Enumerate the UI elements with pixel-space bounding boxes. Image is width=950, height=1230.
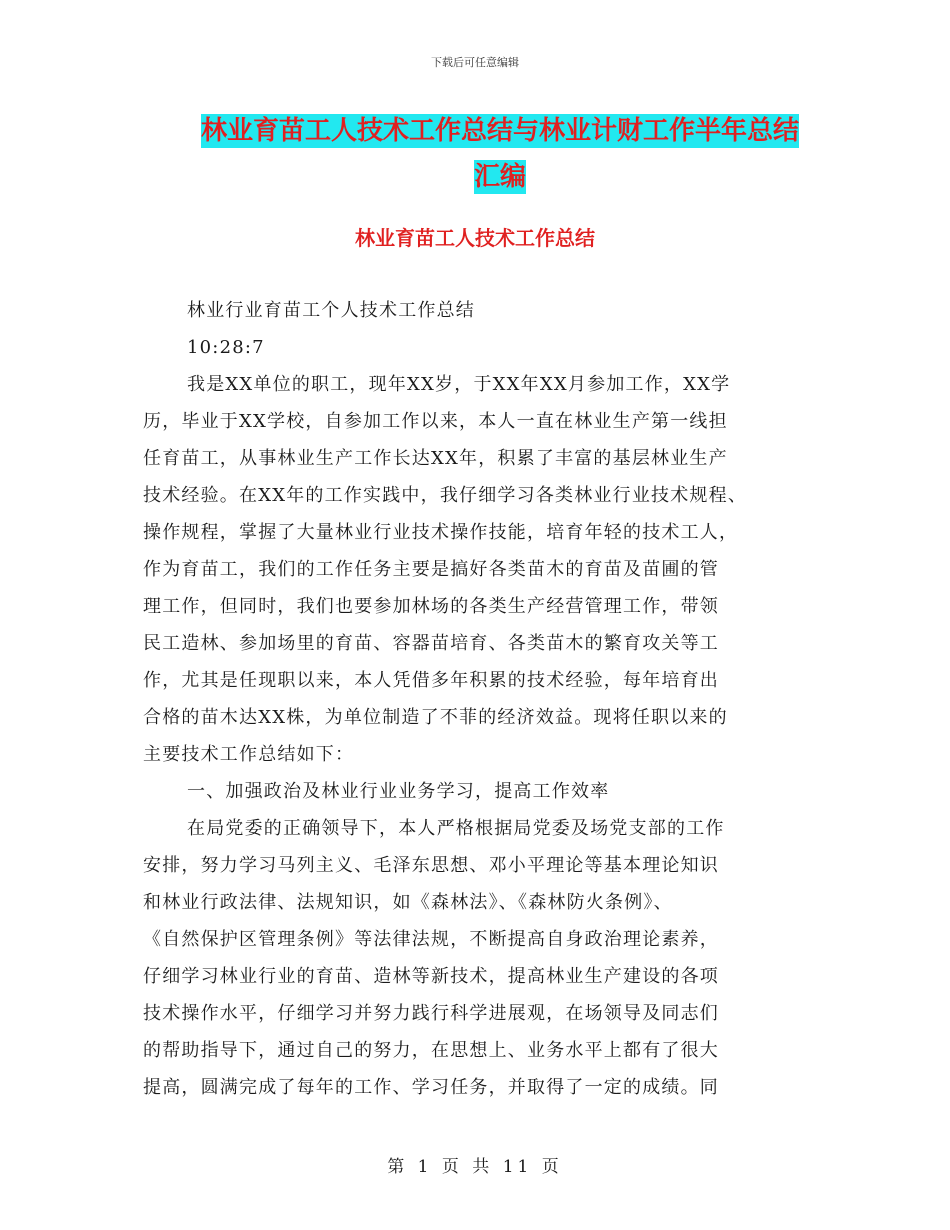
title-line-1: 林业育苗工人技术工作总结与林业计财工作半年总结 — [200, 116, 799, 146]
body-line: 提高，圆满完成了每年的工作、学习任务，并取得了一定的成绩。同 — [143, 1077, 719, 1098]
body-line: 仔细学习林业行业的育苗、造林等新技术，提高林业生产建设的各项 — [143, 966, 719, 987]
body-line: 一、加强政治及林业行业业务学习，提高工作效率 — [187, 781, 610, 802]
body-line: 任育苗工，从事林业生产工作长达XX年，积累了丰富的基层林业生产 — [143, 448, 728, 469]
body-line: 操作规程，掌握了大量林业行业技术操作技能，培育年轻的技术工人， — [143, 522, 739, 543]
title-line-2: 汇编 — [473, 162, 526, 192]
body-line: 民工造林、参加场里的育苗、容器苗培育、各类苗木的繁育攻关等工 — [143, 633, 719, 654]
body-line: 技术经验。在XX年的工作实践中，我仔细学习各类林业行业技术规程、 — [143, 485, 748, 506]
document-title — [150, 108, 850, 200]
body-line: 《自然保护区管理条例》等法律法规，不断提高自身政治理论素养， — [143, 929, 719, 950]
document-body — [143, 292, 803, 1106]
body-line: 我是XX单位的职工，现年XX岁，于XX年XX月参加工作，XX学 — [187, 374, 731, 395]
body-line: 林业行业育苗工个人技术工作总结 — [187, 300, 475, 321]
body-line: 安排，努力学习马列主义、毛泽东思想、邓小平理论等基本理论知识 — [143, 855, 719, 876]
body-line: 在局党委的正确领导下，本人严格根据局党委及场党支部的工作 — [187, 818, 725, 839]
page-footer: 第 1 页 共 11 页 — [387, 1157, 563, 1177]
body-line: 历，毕业于XX学校，自参加工作以来，本人一直在林业生产第一线担 — [143, 411, 728, 432]
body-line: 作，尤其是任现职以来，本人凭借多年积累的技术经验，每年培育出 — [143, 670, 719, 691]
section-title: 林业育苗工人技术工作总结 — [355, 226, 595, 250]
body-line: 10:28:7 — [187, 337, 265, 358]
body-line: 合格的苗木达XX株，为单位制造了不菲的经济效益。现将任职以来的 — [143, 707, 728, 728]
body-line: 作为育苗工，我们的工作任务主要是搞好各类苗木的育苗及苗圃的管 — [143, 559, 719, 580]
body-line: 和林业行政法律、法规知识，如《森林法》、《森林防火条例》、 — [143, 892, 673, 913]
body-line: 理工作，但同时，我们也要参加林场的各类生产经营管理工作，带领 — [143, 596, 719, 617]
page-header: 下载后可任意编辑 — [431, 56, 519, 69]
body-line: 的帮助指导下，通过自己的努力，在思想上、业务水平上都有了很大 — [143, 1040, 719, 1061]
body-line: 技术操作水平，仔细学习并努力践行科学进展观，在场领导及同志们 — [143, 1003, 719, 1024]
body-line: 主要技术工作总结如下： — [143, 744, 355, 765]
